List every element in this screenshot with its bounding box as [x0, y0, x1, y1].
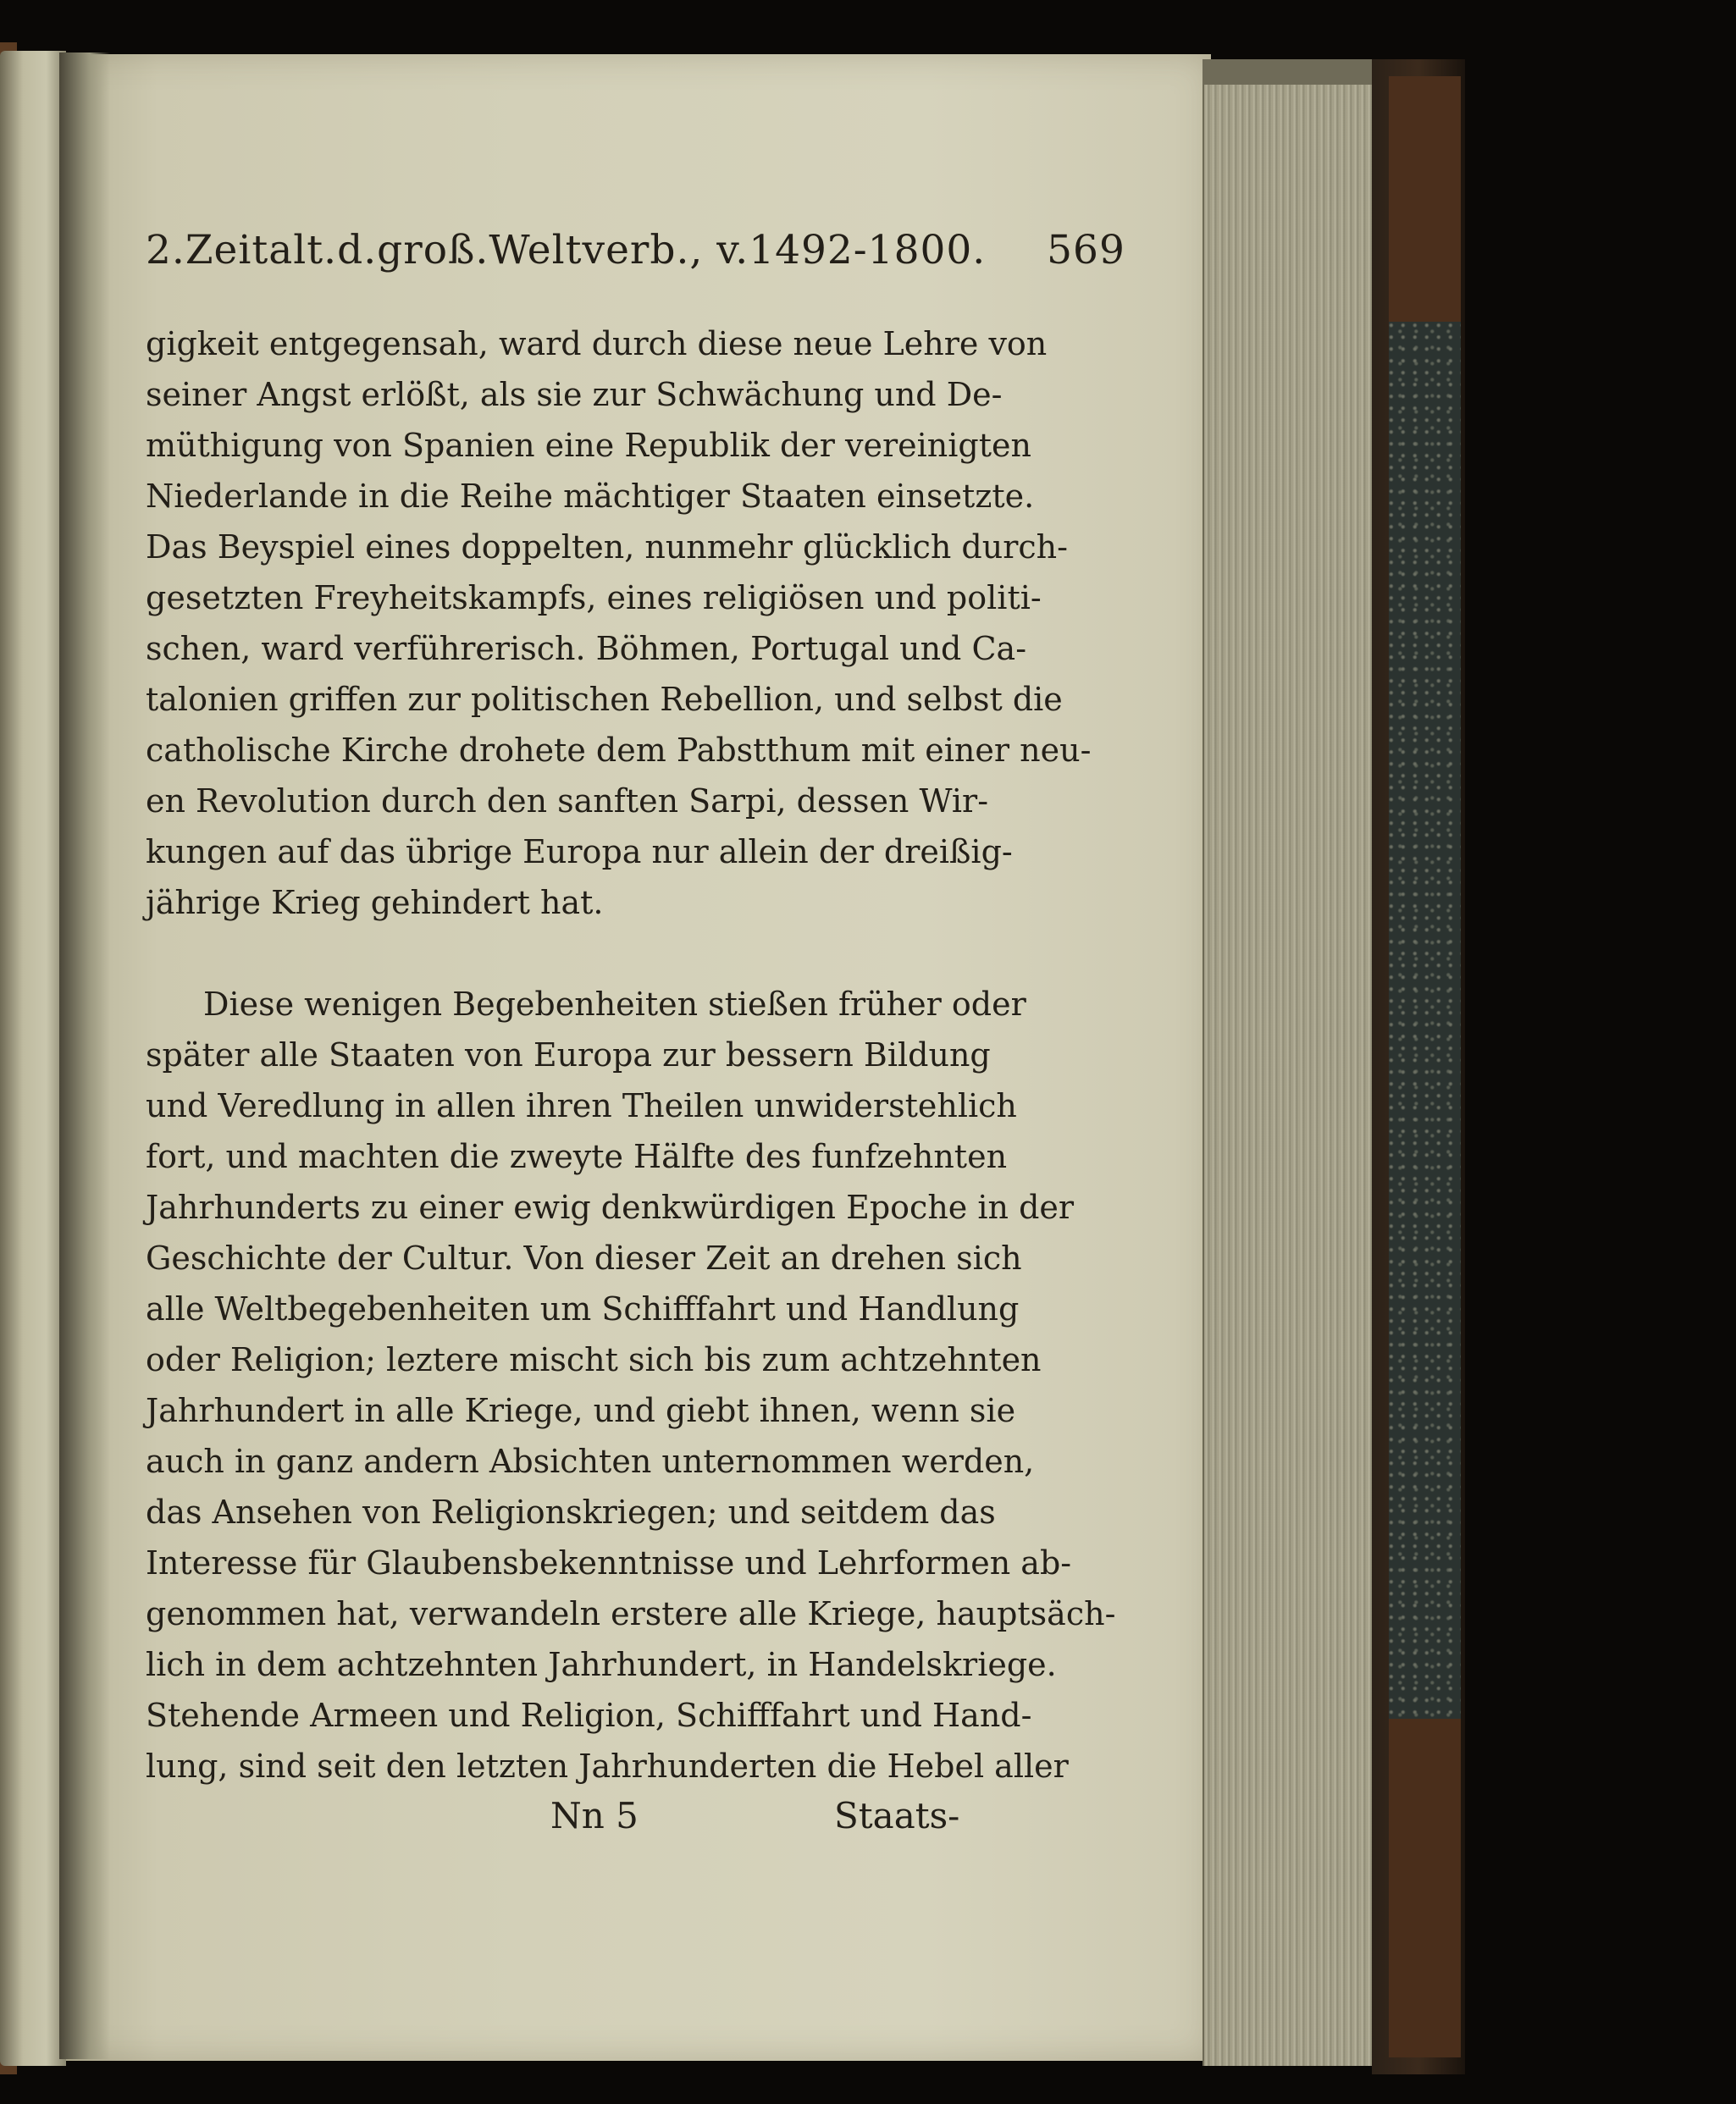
text-line: catholische Kirche drohete dem Pabstthum mit einer neu-: [146, 732, 1092, 769]
text-line: gigkeit entgegensah, ward durch diese neue Lehre von: [146, 325, 1048, 362]
catchword: Staats-: [834, 1795, 960, 1836]
text-line: Niederlande in die Reihe mächtiger Staaten einsetzte.: [146, 478, 1035, 515]
text-line: kungen auf das übrige Europa nur allein der dreißig-: [146, 833, 1013, 870]
text-line: müthigung von Spanien eine Republik der vereinigten: [146, 427, 1031, 464]
text-line: alle Weltbegebenheiten um Schifffahrt und Handlung: [146, 1290, 1020, 1328]
text-line: Das Beyspiel eines doppelten, nunmehr glücklich durch-: [146, 528, 1068, 566]
text-line: fort, und machten die zweyte Hälfte des funfzehnten: [146, 1138, 1008, 1175]
text-line: Jahrhundert in alle Kriege, und giebt ihnen, wenn sie: [146, 1392, 1016, 1429]
cover-leather-top: [1389, 76, 1461, 322]
signature-mark: Nn 5: [550, 1795, 639, 1836]
running-header: [146, 227, 1125, 286]
text-line: und Veredlung in allen ihren Theilen unwiderstehlich: [146, 1087, 1017, 1124]
text-line: Interesse für Glaubensbekenntnisse und Lehrformen ab-: [146, 1544, 1072, 1582]
text-line: das Ansehen von Religionskriegen; und seitdem das: [146, 1494, 996, 1531]
text-line: oder Religion; leztere mischt sich bis zum achtzehnten: [146, 1341, 1042, 1378]
page-number: 569: [1047, 227, 1125, 273]
text-line: seiner Angst erlößt, als sie zur Schwächung und De-: [146, 376, 1003, 413]
text-line: Jahrhunderts zu einer ewig denkwürdigen Epoche in der: [146, 1189, 1075, 1226]
text-line: auch in ganz andern Absichten unternommen werden,: [146, 1443, 1035, 1480]
text-line: Geschichte der Cultur. Von dieser Zeit an drehen sich: [146, 1240, 1022, 1277]
text-line: en Revolution durch den sanften Sarpi, dessen Wir-: [146, 782, 989, 820]
text-line: später alle Staaten von Europa zur bessern Bildung: [146, 1036, 991, 1074]
text-line: lich in dem achtzehnten Jahrhundert, in Handelskriege.: [146, 1646, 1057, 1683]
cover-marbled-paper: [1389, 322, 1461, 1719]
gutter-shadow: [59, 52, 110, 2059]
text-line: talonien griffen zur politischen Rebellion, und selbst die: [146, 681, 1063, 718]
text-line: lung, sind seit den letzten Jahrhunderten die Hebel aller: [146, 1748, 1069, 1785]
cover-leather-bottom: [1389, 1719, 1461, 2057]
text-line: gesetzten Freyheitskampfs, eines religiösen und politi-: [146, 579, 1042, 616]
running-title: 2.Zeitalt.d.groß.Weltverb., v.1492-1800.: [146, 227, 987, 273]
page-edges-top: [1202, 59, 1389, 85]
text-line: schen, ward verführerisch. Böhmen, Portugal und Ca-: [146, 630, 1027, 667]
text-line: Stehende Armeen und Religion, Schifffahrt und Hand-: [146, 1697, 1032, 1734]
page-edges: [1202, 59, 1390, 2066]
text-line: Diese wenigen Begebenheiten stießen früher oder: [203, 986, 1026, 1023]
previous-page-edge: [0, 51, 66, 2066]
text-line: jährige Krieg gehindert hat.: [146, 884, 604, 921]
text-line: genommen hat, verwandeln erstere alle Kriege, hauptsäch-: [146, 1595, 1116, 1632]
